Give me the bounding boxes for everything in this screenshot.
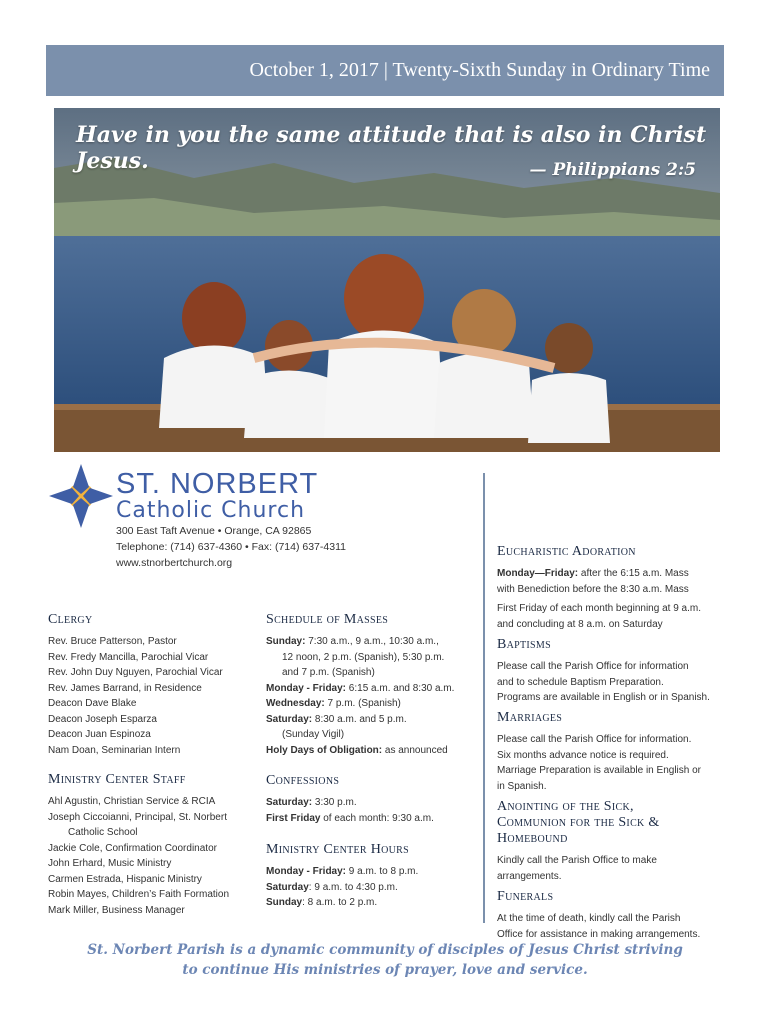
funerals-text: At the time of death, kindly call the Parish <box>497 913 681 924</box>
marriages-text: Six months advance notice is required. <box>497 749 669 761</box>
clergy-item: Rev. Fredy Mancilla, Parochial Vicar <box>48 651 209 663</box>
clergy-heading: Clergy <box>48 612 93 627</box>
column-divider <box>483 473 485 923</box>
mass-day-label: Holy Days of Obligation: <box>266 744 383 756</box>
anointing-heading: Communion for the Sick & <box>497 815 660 830</box>
clergy-item: Rev. Bruce Patterson, Pastor <box>48 636 177 647</box>
phone-fax: Telephone: (714) 637-4360 • Fax: (714) 637-4311 <box>116 541 346 553</box>
mass-times: 7 p.m. (Spanish) <box>324 698 401 709</box>
hours-day-label: Sunday <box>266 897 303 908</box>
mass-times: 12 noon, 2 p.m. (Spanish), 5:30 p.m. <box>282 651 445 663</box>
baptisms-text: Programs are available in English or in Spanish. <box>497 692 710 703</box>
clergy-item: Deacon Juan Espinoza <box>48 729 151 740</box>
anointing-heading: Anointing of the Sick, <box>497 799 634 814</box>
staff-item: Mark Miller, Business Manager <box>48 904 185 916</box>
tagline-line: St. Norbert Parish is a dynamic community of disciples of Jesus Christ striving <box>87 942 683 958</box>
confession-day-label: First Friday <box>266 812 321 824</box>
adoration-day-label: Monday—Friday: <box>497 568 579 579</box>
adoration-heading: Eucharistic Adoration <box>497 544 636 559</box>
mass-day-label: Wednesday: <box>266 698 325 709</box>
website-link[interactable]: www.stnorbertchurch.org <box>116 557 233 569</box>
confessions-heading: Confessions <box>266 773 340 788</box>
cross-logo-icon <box>48 463 114 534</box>
mass-times: 8:30 a.m. and 5 p.m. <box>312 713 407 725</box>
hero-quote: Have in you the same attitude that is also in Christ Jesus. <box>76 122 707 174</box>
marriages-section <box>497 710 701 794</box>
clergy-item: Rev. John Duy Nguyen, Parochial Vicar <box>48 667 223 678</box>
mass-times: and 7 p.m. (Spanish) <box>282 667 375 678</box>
adoration-text: First Friday of each month beginning at 9 a.m. <box>497 603 701 614</box>
confession-time: 3:30 p.m. <box>312 797 357 808</box>
masses-heading: Schedule of Masses <box>266 612 389 627</box>
confession-day-label: Saturday: <box>266 797 313 808</box>
clergy-item: Rev. James Barrand, in Residence <box>48 682 202 694</box>
staff-item: Jackie Cole, Confirmation Coordinator <box>48 842 217 854</box>
staff-item: Ahl Agustin, Christian Service & RCIA <box>48 796 216 807</box>
staff-heading: Ministry Center Staff <box>48 772 186 787</box>
mass-times: as announced <box>382 744 448 756</box>
hero-quote-reference: — Philippians 2:5 <box>529 160 696 180</box>
clergy-item: Deacon Dave Blake <box>48 698 137 709</box>
marriages-heading: Marriages <box>497 710 563 725</box>
mission-tagline <box>0 940 770 980</box>
hours-section <box>266 842 418 911</box>
anointing-section <box>497 799 660 884</box>
mass-times: (Sunday Vigil) <box>282 729 345 740</box>
adoration-text: after the 6:15 a.m. Mass <box>578 568 689 579</box>
anointing-text: Kindly call the Parish Office to make <box>497 855 657 866</box>
church-name: ST. NORBERT <box>116 468 319 500</box>
hours-heading: Ministry Center Hours <box>266 842 409 857</box>
mass-day-label: Monday - Friday: <box>266 682 347 694</box>
contact-block <box>116 523 346 571</box>
church-subtitle: Catholic Church <box>116 498 306 523</box>
marriages-text: Please call the Parish Office for information. <box>497 734 692 745</box>
hours-day-label: Saturday <box>266 881 309 893</box>
date-banner: October 1, 2017 | Twenty-Sixth Sunday in Ordinary Time <box>46 45 724 96</box>
funerals-heading: Funerals <box>497 889 554 904</box>
baptisms-text: Please call the Parish Office for information <box>497 661 689 672</box>
hours-time: : 9 a.m. to 4:30 p.m. <box>308 881 398 893</box>
hours-time: 9 a.m. to 8 p.m. <box>346 866 419 877</box>
baptisms-heading: Baptisms <box>497 637 551 652</box>
staff-section <box>48 772 229 918</box>
staff-item: Robin Mayes, Children’s Faith Formation <box>48 889 230 900</box>
staff-item: Catholic School <box>68 827 138 838</box>
clergy-item: Nam Doan, Seminarian Intern <box>48 744 181 756</box>
hours-time: : 8 a.m. to 2 p.m. <box>302 897 378 908</box>
mass-times: 7:30 a.m., 9 a.m., 10:30 a.m., <box>305 636 439 647</box>
baptisms-text: and to schedule Baptism Preparation. <box>497 676 664 688</box>
confessions-section <box>266 773 434 826</box>
address: 300 East Taft Avenue • Orange, CA 92865 <box>116 525 312 537</box>
funerals-section <box>497 889 700 942</box>
adoration-section <box>497 544 701 632</box>
masses-section <box>266 612 454 758</box>
confession-time: of each month: 9:30 a.m. <box>320 812 434 824</box>
adoration-text: with Benediction before the 8:30 a.m. Mass <box>497 583 689 595</box>
anointing-heading: Homebound <box>497 831 568 846</box>
staff-item: John Erhard, Music Ministry <box>48 858 172 869</box>
tagline-line: to continue His ministries of prayer, love and service. <box>182 962 588 978</box>
clergy-item: Deacon Joseph Esparza <box>48 713 157 725</box>
mass-day-label: Sunday: <box>266 636 306 647</box>
staff-item: Joseph Ciccoianni, Principal, St. Norbert <box>48 811 227 823</box>
staff-item: Carmen Estrada, Hispanic Ministry <box>48 873 202 885</box>
hours-day-label: Monday - Friday: <box>266 866 347 877</box>
baptisms-section <box>497 637 710 706</box>
adoration-text: and concluding at 8 a.m. on Saturday <box>497 618 663 630</box>
marriages-text: Marriage Preparation is available in English or <box>497 765 701 776</box>
mass-times: 6:15 a.m. and 8:30 a.m. <box>346 682 455 694</box>
marriages-text: in Spanish. <box>497 780 547 792</box>
anointing-text: arrangements. <box>497 870 562 882</box>
mass-day-label: Saturday: <box>266 713 313 725</box>
funerals-text: Office for assistance in making arrangements. <box>497 928 701 940</box>
clergy-section <box>48 612 223 758</box>
